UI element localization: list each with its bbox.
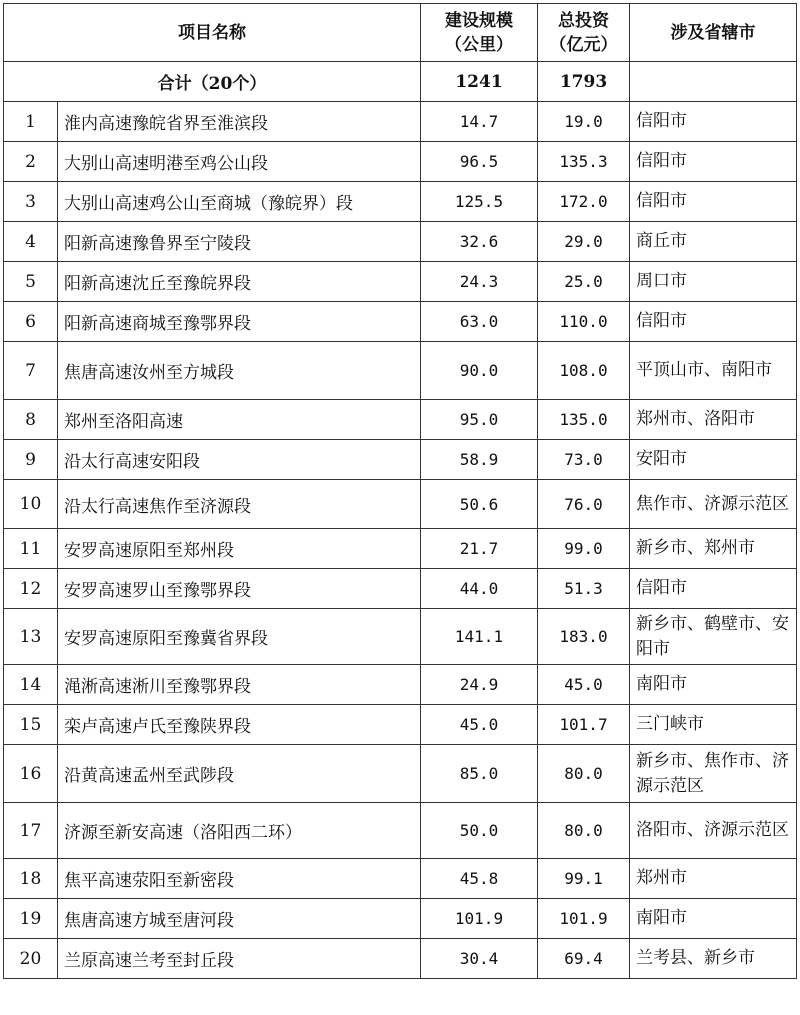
scale-value: 101.9: [421, 899, 538, 939]
total-region: [630, 62, 797, 102]
project-name: 阳新高速豫鲁界至宁陵段: [58, 222, 421, 262]
scale-value: 85.0: [421, 745, 538, 803]
region-cell: 南阳市: [630, 899, 797, 939]
table-row: [4, 609, 797, 665]
table-row: [4, 899, 797, 939]
scale-value: 50.0: [421, 803, 538, 859]
row-number: 11: [4, 529, 58, 569]
investment-value: 69.4: [538, 939, 630, 979]
investment-value: 51.3: [538, 569, 630, 609]
region-cell: 商丘市: [630, 222, 797, 262]
region-cell: 南阳市: [630, 665, 797, 705]
header-scale: [421, 4, 538, 62]
scale-value: 141.1: [421, 609, 538, 665]
project-name: 大别山高速鸡公山至商城（豫皖界）段: [58, 182, 421, 222]
project-name: 安罗高速原阳至豫冀省界段: [58, 609, 421, 665]
region-cell: 兰考县、新乡市: [630, 939, 797, 979]
scale-value: 45.0: [421, 705, 538, 745]
project-name: 阳新高速沈丘至豫皖界段: [58, 262, 421, 302]
header-investment: [538, 4, 630, 62]
investment-value: 99.1: [538, 859, 630, 899]
region-cell: 新乡市、焦作市、济源示范区: [630, 745, 797, 803]
scale-value: 96.5: [421, 142, 538, 182]
project-name: 沿太行高速焦作至济源段: [58, 480, 421, 529]
scale-value: 24.3: [421, 262, 538, 302]
region-cell: 新乡市、鹤壁市、安阳市: [630, 609, 797, 665]
project-name: 阳新高速商城至豫鄂界段: [58, 302, 421, 342]
table-row: [4, 400, 797, 440]
scale-value: 90.0: [421, 342, 538, 400]
row-number: 18: [4, 859, 58, 899]
row-number: 14: [4, 665, 58, 705]
scale-value: 14.7: [421, 102, 538, 142]
scale-value: 95.0: [421, 400, 538, 440]
investment-value: 135.0: [538, 400, 630, 440]
investment-value: 19.0: [538, 102, 630, 142]
investment-value: 29.0: [538, 222, 630, 262]
scale-value: 50.6: [421, 480, 538, 529]
project-name: 沿太行高速安阳段: [58, 440, 421, 480]
scale-value: 32.6: [421, 222, 538, 262]
table-row: [4, 222, 797, 262]
table-row: [4, 529, 797, 569]
total-investment: 1793: [538, 62, 630, 102]
table-body: [4, 102, 797, 979]
header-investment-unit: （亿元）: [549, 34, 618, 55]
region-cell: 信阳市: [630, 569, 797, 609]
table-row: [4, 142, 797, 182]
table-row: [4, 102, 797, 142]
scale-value: 44.0: [421, 569, 538, 609]
project-name: 沿黄高速孟州至武陟段: [58, 745, 421, 803]
header-project-name: 项目名称: [4, 4, 421, 62]
investment-value: 101.9: [538, 899, 630, 939]
project-name: 安罗高速原阳至郑州段: [58, 529, 421, 569]
project-name: 栾卢高速卢氏至豫陕界段: [58, 705, 421, 745]
investment-value: 80.0: [538, 745, 630, 803]
header-region: 涉及省辖市: [630, 4, 797, 62]
investment-value: 172.0: [538, 182, 630, 222]
region-cell: 周口市: [630, 262, 797, 302]
row-number: 17: [4, 803, 58, 859]
project-name: 大别山高速明港至鸡公山段: [58, 142, 421, 182]
row-number: 20: [4, 939, 58, 979]
header-scale-unit: （公里）: [445, 34, 513, 55]
investment-value: 76.0: [538, 480, 630, 529]
region-cell: 三门峡市: [630, 705, 797, 745]
investment-value: 108.0: [538, 342, 630, 400]
project-name: 淮内高速豫皖省界至淮滨段: [58, 102, 421, 142]
row-number: 19: [4, 899, 58, 939]
region-cell: 信阳市: [630, 302, 797, 342]
investment-value: 80.0: [538, 803, 630, 859]
table-row: [4, 665, 797, 705]
row-number: 2: [4, 142, 58, 182]
region-cell: 郑州市: [630, 859, 797, 899]
scale-value: 125.5: [421, 182, 538, 222]
table-row: [4, 440, 797, 480]
scale-value: 45.8: [421, 859, 538, 899]
investment-value: 25.0: [538, 262, 630, 302]
investment-value: 183.0: [538, 609, 630, 665]
total-scale: 1241: [421, 62, 538, 102]
row-number: 16: [4, 745, 58, 803]
header-investment-label: 总投资: [558, 10, 609, 31]
table-row: [4, 859, 797, 899]
row-number: 8: [4, 400, 58, 440]
project-name: 焦唐高速汝州至方城段: [58, 342, 421, 400]
table-row: [4, 569, 797, 609]
region-cell: 信阳市: [630, 102, 797, 142]
header-row: [4, 4, 797, 62]
table-row: [4, 302, 797, 342]
region-cell: 信阳市: [630, 142, 797, 182]
project-name: 济源至新安高速（洛阳西二环）: [58, 803, 421, 859]
scale-value: 30.4: [421, 939, 538, 979]
scale-value: 21.7: [421, 529, 538, 569]
row-number: 7: [4, 342, 58, 400]
investment-value: 45.0: [538, 665, 630, 705]
investment-value: 135.3: [538, 142, 630, 182]
project-name: 焦平高速荥阳至新密段: [58, 859, 421, 899]
table-row: [4, 262, 797, 302]
row-number: 12: [4, 569, 58, 609]
table-row: [4, 939, 797, 979]
row-number: 13: [4, 609, 58, 665]
table-row: [4, 705, 797, 745]
total-row: [4, 62, 797, 102]
row-number: 1: [4, 102, 58, 142]
region-cell: 安阳市: [630, 440, 797, 480]
investment-value: 99.0: [538, 529, 630, 569]
region-cell: 新乡市、郑州市: [630, 529, 797, 569]
project-name: 郑州至洛阳高速: [58, 400, 421, 440]
row-number: 9: [4, 440, 58, 480]
project-name: 渑淅高速淅川至豫鄂界段: [58, 665, 421, 705]
scale-value: 58.9: [421, 440, 538, 480]
scale-value: 24.9: [421, 665, 538, 705]
row-number: 10: [4, 480, 58, 529]
project-name: 安罗高速罗山至豫鄂界段: [58, 569, 421, 609]
table-row: [4, 342, 797, 400]
table-row: [4, 480, 797, 529]
row-number: 4: [4, 222, 58, 262]
investment-value: 110.0: [538, 302, 630, 342]
table-row: [4, 182, 797, 222]
row-number: 5: [4, 262, 58, 302]
investment-value: 101.7: [538, 705, 630, 745]
project-table: [3, 3, 797, 979]
header-scale-label: 建设规模: [445, 10, 513, 31]
table-row: [4, 745, 797, 803]
project-name: 兰原高速兰考至封丘段: [58, 939, 421, 979]
table-row: [4, 803, 797, 859]
row-number: 15: [4, 705, 58, 745]
region-cell: 平顶山市、南阳市: [630, 342, 797, 400]
region-cell: 郑州市、洛阳市: [630, 400, 797, 440]
region-cell: 信阳市: [630, 182, 797, 222]
scale-value: 63.0: [421, 302, 538, 342]
total-label: 合计（20个）: [4, 62, 421, 102]
region-cell: 洛阳市、济源示范区: [630, 803, 797, 859]
project-name: 焦唐高速方城至唐河段: [58, 899, 421, 939]
investment-value: 73.0: [538, 440, 630, 480]
region-cell: 焦作市、济源示范区: [630, 480, 797, 529]
row-number: 6: [4, 302, 58, 342]
row-number: 3: [4, 182, 58, 222]
